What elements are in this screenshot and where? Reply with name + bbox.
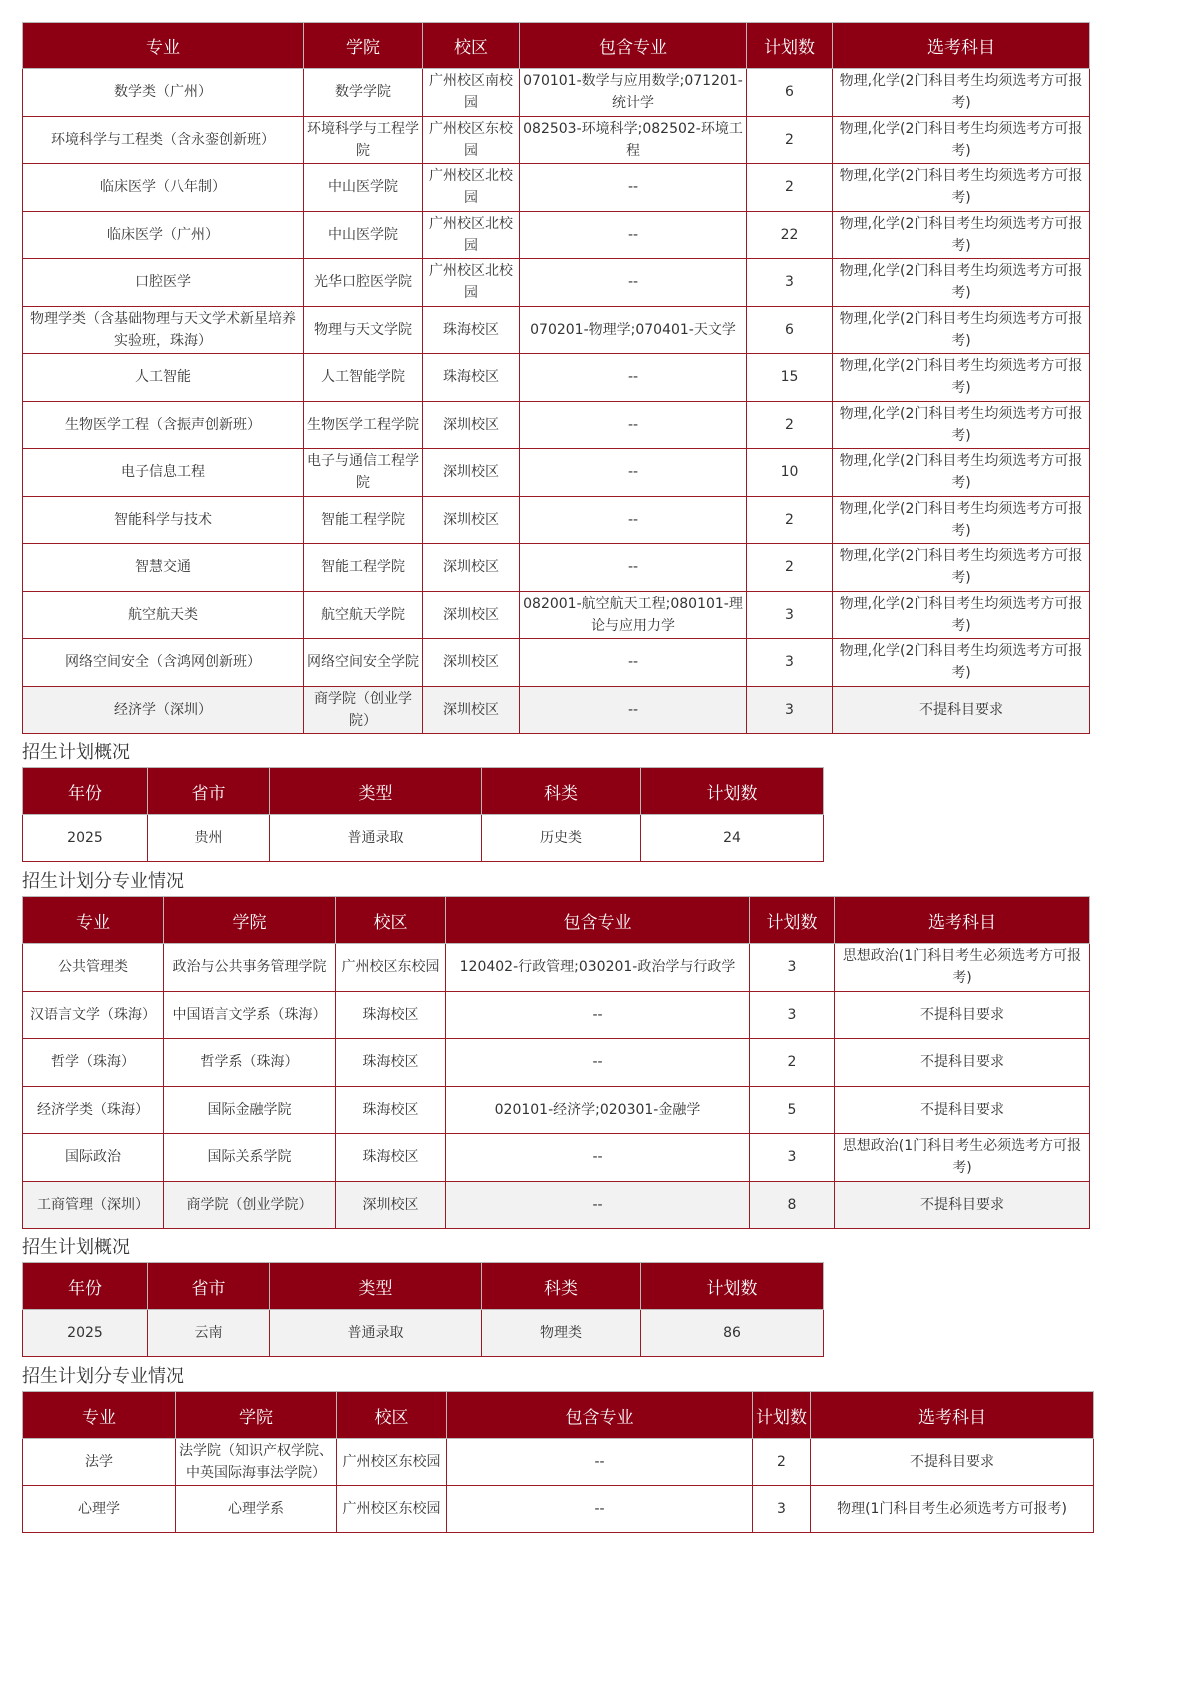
header-school: 学院 bbox=[164, 897, 336, 944]
cell-school: 智能工程学院 bbox=[304, 544, 423, 592]
cell-required-subjects: 思想政治(1门科目考生必须选考方可报考) bbox=[835, 1134, 1090, 1182]
cell-campus: 珠海校区 bbox=[423, 354, 520, 402]
cell-school: 中山医学院 bbox=[304, 164, 423, 212]
cell-major: 国际政治 bbox=[23, 1134, 164, 1182]
table-row bbox=[23, 944, 1090, 992]
cell-plan-count: 15 bbox=[747, 354, 833, 402]
cell-required-subjects: 不提科目要求 bbox=[811, 1439, 1094, 1486]
header-major: 专业 bbox=[23, 23, 304, 69]
cell-campus: 深圳校区 bbox=[423, 449, 520, 497]
cell-major: 临床医学（八年制） bbox=[23, 164, 304, 212]
cell-required-subjects: 物理,化学(2门科目考生均须选考方可报考) bbox=[833, 306, 1090, 354]
cell-campus: 广州校区东校园 bbox=[423, 116, 520, 164]
header-campus: 校区 bbox=[423, 23, 520, 69]
cell-plan-count: 3 bbox=[753, 1486, 811, 1533]
header-year: 年份 bbox=[23, 1263, 148, 1310]
section-title-plan-by-major-2: 招生计划分专业情况 bbox=[22, 1366, 184, 1387]
enrollment-table-by-major-guizhou bbox=[22, 896, 1090, 1229]
cell-campus: 广州校区东校园 bbox=[337, 1439, 447, 1486]
table-row bbox=[23, 401, 1090, 449]
cell-major: 数学类（广州） bbox=[23, 69, 304, 117]
cell-major: 哲学（珠海） bbox=[23, 1039, 164, 1087]
cell-type: 普通录取 bbox=[270, 1310, 482, 1357]
cell-plan-count: 2 bbox=[747, 544, 833, 592]
cell-included-majors: -- bbox=[447, 1486, 753, 1533]
cell-major: 汉语言文学（珠海） bbox=[23, 991, 164, 1039]
header-required-subjects: 选考科目 bbox=[835, 897, 1090, 944]
cell-plan-count: 3 bbox=[747, 259, 833, 307]
header-category: 科类 bbox=[482, 1263, 641, 1310]
table-row bbox=[23, 211, 1090, 259]
cell-school: 数学学院 bbox=[304, 69, 423, 117]
cell-required-subjects: 物理,化学(2门科目考生均须选考方可报考) bbox=[833, 591, 1090, 639]
cell-required-subjects: 物理,化学(2门科目考生均须选考方可报考) bbox=[833, 116, 1090, 164]
cell-required-subjects: 物理,化学(2门科目考生均须选考方可报考) bbox=[833, 639, 1090, 687]
cell-included-majors: 082503-环境科学;082502-环境工程 bbox=[520, 116, 747, 164]
cell-plan-count: 86 bbox=[641, 1310, 824, 1357]
cell-included-majors: -- bbox=[520, 544, 747, 592]
header-required-subjects: 选考科目 bbox=[833, 23, 1090, 69]
cell-campus: 广州校区东校园 bbox=[337, 1486, 447, 1533]
cell-year: 2025 bbox=[23, 1310, 148, 1357]
cell-campus: 珠海校区 bbox=[336, 991, 446, 1039]
cell-major: 法学 bbox=[23, 1439, 176, 1486]
header-included-majors: 包含专业 bbox=[446, 897, 750, 944]
cell-plan-count: 22 bbox=[747, 211, 833, 259]
cell-plan-count: 6 bbox=[747, 69, 833, 117]
cell-school: 中山医学院 bbox=[304, 211, 423, 259]
cell-campus: 广州校区北校园 bbox=[423, 164, 520, 212]
cell-major: 人工智能 bbox=[23, 354, 304, 402]
cell-campus: 深圳校区 bbox=[423, 639, 520, 687]
cell-school: 环境科学与工程学院 bbox=[304, 116, 423, 164]
table-row bbox=[23, 259, 1090, 307]
cell-included-majors: -- bbox=[520, 449, 747, 497]
table-row bbox=[23, 544, 1090, 592]
cell-required-subjects: 思想政治(1门科目考生必须选考方可报考) bbox=[835, 944, 1090, 992]
cell-school: 心理学系 bbox=[176, 1486, 337, 1533]
cell-plan-count: 2 bbox=[750, 1039, 835, 1087]
cell-required-subjects: 不提科目要求 bbox=[835, 1039, 1090, 1087]
cell-year: 2025 bbox=[23, 815, 148, 862]
cell-major: 经济学类（珠海） bbox=[23, 1086, 164, 1134]
cell-campus: 珠海校区 bbox=[336, 1134, 446, 1182]
cell-school: 法学院（知识产权学院、中英国际海事法学院） bbox=[176, 1439, 337, 1486]
table-row bbox=[23, 639, 1090, 687]
cell-campus: 深圳校区 bbox=[423, 591, 520, 639]
section-title-plan-overview: 招生计划概况 bbox=[22, 742, 130, 763]
table-row bbox=[23, 116, 1090, 164]
plan-overview-table-guizhou bbox=[22, 767, 824, 862]
cell-major: 公共管理类 bbox=[23, 944, 164, 992]
table-row bbox=[23, 1439, 1094, 1486]
cell-included-majors: -- bbox=[446, 991, 750, 1039]
cell-required-subjects: 物理,化学(2门科目考生均须选考方可报考) bbox=[833, 401, 1090, 449]
cell-major: 临床医学（广州） bbox=[23, 211, 304, 259]
cell-province: 云南 bbox=[148, 1310, 270, 1357]
cell-required-subjects: 物理,化学(2门科目考生均须选考方可报考) bbox=[833, 354, 1090, 402]
header-province: 省市 bbox=[148, 1263, 270, 1310]
cell-included-majors: 020101-经济学;020301-金融学 bbox=[446, 1086, 750, 1134]
cell-plan-count: 24 bbox=[641, 815, 824, 862]
cell-included-majors: -- bbox=[446, 1039, 750, 1087]
cell-plan-count: 3 bbox=[747, 639, 833, 687]
table-row bbox=[23, 164, 1090, 212]
cell-plan-count: 3 bbox=[750, 944, 835, 992]
cell-category: 历史类 bbox=[482, 815, 641, 862]
cell-major: 智能科学与技术 bbox=[23, 496, 304, 544]
cell-major: 口腔医学 bbox=[23, 259, 304, 307]
cell-plan-count: 5 bbox=[750, 1086, 835, 1134]
cell-required-subjects: 物理(1门科目考生必须选考方可报考) bbox=[811, 1486, 1094, 1533]
cell-included-majors: -- bbox=[520, 211, 747, 259]
cell-included-majors: -- bbox=[520, 496, 747, 544]
cell-campus: 珠海校区 bbox=[336, 1086, 446, 1134]
header-major: 专业 bbox=[23, 1392, 176, 1439]
section-title-plan-by-major: 招生计划分专业情况 bbox=[22, 871, 184, 892]
cell-school: 电子与通信工程学院 bbox=[304, 449, 423, 497]
cell-included-majors: -- bbox=[446, 1181, 750, 1229]
cell-included-majors: 070101-数学与应用数学;071201-统计学 bbox=[520, 69, 747, 117]
cell-included-majors: -- bbox=[520, 401, 747, 449]
cell-included-majors: -- bbox=[520, 354, 747, 402]
cell-school: 哲学系（珠海） bbox=[164, 1039, 336, 1087]
cell-campus: 深圳校区 bbox=[423, 401, 520, 449]
cell-school: 商学院（创业学院） bbox=[164, 1181, 336, 1229]
cell-school: 网络空间安全学院 bbox=[304, 639, 423, 687]
cell-province: 贵州 bbox=[148, 815, 270, 862]
table-row bbox=[23, 991, 1090, 1039]
header-campus: 校区 bbox=[337, 1392, 447, 1439]
enrollment-table-by-major-yunnan bbox=[22, 1391, 1094, 1533]
cell-major: 智慧交通 bbox=[23, 544, 304, 592]
cell-plan-count: 6 bbox=[747, 306, 833, 354]
cell-included-majors: -- bbox=[447, 1439, 753, 1486]
header-category: 科类 bbox=[482, 768, 641, 815]
cell-plan-count: 10 bbox=[747, 449, 833, 497]
cell-plan-count: 3 bbox=[750, 991, 835, 1039]
cell-required-subjects: 物理,化学(2门科目考生均须选考方可报考) bbox=[833, 496, 1090, 544]
cell-required-subjects: 不提科目要求 bbox=[833, 686, 1090, 734]
cell-plan-count: 2 bbox=[747, 496, 833, 544]
section-title-plan-overview-2: 招生计划概况 bbox=[22, 1237, 130, 1258]
table-row bbox=[23, 306, 1090, 354]
table-row bbox=[23, 1310, 824, 1357]
cell-school: 政治与公共事务管理学院 bbox=[164, 944, 336, 992]
cell-plan-count: 8 bbox=[750, 1181, 835, 1229]
cell-plan-count: 3 bbox=[747, 686, 833, 734]
header-plan-count: 计划数 bbox=[641, 768, 824, 815]
cell-required-subjects: 物理,化学(2门科目考生均须选考方可报考) bbox=[833, 544, 1090, 592]
cell-included-majors: 070201-物理学;070401-天文学 bbox=[520, 306, 747, 354]
header-plan-count: 计划数 bbox=[641, 1263, 824, 1310]
cell-major: 工商管理（深圳） bbox=[23, 1181, 164, 1229]
header-year: 年份 bbox=[23, 768, 148, 815]
table-row bbox=[23, 686, 1090, 734]
cell-campus: 广州校区东校园 bbox=[336, 944, 446, 992]
cell-major: 经济学（深圳） bbox=[23, 686, 304, 734]
cell-campus: 深圳校区 bbox=[423, 496, 520, 544]
cell-campus: 深圳校区 bbox=[423, 686, 520, 734]
header-required-subjects: 选考科目 bbox=[811, 1392, 1094, 1439]
cell-plan-count: 3 bbox=[750, 1134, 835, 1182]
cell-campus: 广州校区北校园 bbox=[423, 211, 520, 259]
cell-school: 国际关系学院 bbox=[164, 1134, 336, 1182]
cell-school: 商学院（创业学院） bbox=[304, 686, 423, 734]
header-plan-count: 计划数 bbox=[753, 1392, 811, 1439]
cell-school: 国际金融学院 bbox=[164, 1086, 336, 1134]
cell-school: 航空航天学院 bbox=[304, 591, 423, 639]
cell-included-majors: -- bbox=[520, 686, 747, 734]
cell-included-majors: 120402-行政管理;030201-政治学与行政学 bbox=[446, 944, 750, 992]
header-plan-count: 计划数 bbox=[750, 897, 835, 944]
cell-major: 生物医学工程（含振声创新班） bbox=[23, 401, 304, 449]
header-included-majors: 包含专业 bbox=[520, 23, 747, 69]
cell-campus: 珠海校区 bbox=[423, 306, 520, 354]
header-campus: 校区 bbox=[336, 897, 446, 944]
cell-school: 光华口腔医学院 bbox=[304, 259, 423, 307]
cell-included-majors: -- bbox=[520, 259, 747, 307]
cell-plan-count: 2 bbox=[747, 401, 833, 449]
cell-required-subjects: 不提科目要求 bbox=[835, 991, 1090, 1039]
enrollment-table-by-major-1 bbox=[22, 22, 1090, 734]
header-school: 学院 bbox=[304, 23, 423, 69]
header-type: 类型 bbox=[270, 768, 482, 815]
header-province: 省市 bbox=[148, 768, 270, 815]
header-plan-count: 计划数 bbox=[747, 23, 833, 69]
header-major: 专业 bbox=[23, 897, 164, 944]
cell-type: 普通录取 bbox=[270, 815, 482, 862]
table-row bbox=[23, 69, 1090, 117]
header-included-majors: 包含专业 bbox=[447, 1392, 753, 1439]
cell-required-subjects: 物理,化学(2门科目考生均须选考方可报考) bbox=[833, 69, 1090, 117]
cell-required-subjects: 物理,化学(2门科目考生均须选考方可报考) bbox=[833, 164, 1090, 212]
cell-required-subjects: 物理,化学(2门科目考生均须选考方可报考) bbox=[833, 259, 1090, 307]
table-row bbox=[23, 354, 1090, 402]
cell-plan-count: 2 bbox=[747, 116, 833, 164]
cell-major: 物理学类（含基础物理与天文学术新星培养实验班，珠海） bbox=[23, 306, 304, 354]
cell-included-majors: -- bbox=[520, 164, 747, 212]
cell-required-subjects: 物理,化学(2门科目考生均须选考方可报考) bbox=[833, 211, 1090, 259]
table-row bbox=[23, 1486, 1094, 1533]
table-row bbox=[23, 1181, 1090, 1229]
cell-campus: 深圳校区 bbox=[423, 544, 520, 592]
cell-required-subjects: 不提科目要求 bbox=[835, 1181, 1090, 1229]
cell-major: 心理学 bbox=[23, 1486, 176, 1533]
plan-overview-table-yunnan bbox=[22, 1262, 824, 1357]
table-row bbox=[23, 449, 1090, 497]
cell-required-subjects: 不提科目要求 bbox=[835, 1086, 1090, 1134]
cell-included-majors: -- bbox=[520, 639, 747, 687]
header-type: 类型 bbox=[270, 1263, 482, 1310]
cell-school: 物理与天文学院 bbox=[304, 306, 423, 354]
cell-major: 电子信息工程 bbox=[23, 449, 304, 497]
cell-required-subjects: 物理,化学(2门科目考生均须选考方可报考) bbox=[833, 449, 1090, 497]
cell-plan-count: 2 bbox=[753, 1439, 811, 1486]
cell-included-majors: -- bbox=[446, 1134, 750, 1182]
table-row bbox=[23, 1086, 1090, 1134]
cell-major: 环境科学与工程类（含永銮创新班） bbox=[23, 116, 304, 164]
header-school: 学院 bbox=[176, 1392, 337, 1439]
table-row bbox=[23, 1134, 1090, 1182]
table-row bbox=[23, 591, 1090, 639]
cell-major: 网络空间安全（含鸿网创新班） bbox=[23, 639, 304, 687]
cell-campus: 广州校区北校园 bbox=[423, 259, 520, 307]
table-row bbox=[23, 496, 1090, 544]
table-row bbox=[23, 1039, 1090, 1087]
cell-school: 中国语言文学系（珠海） bbox=[164, 991, 336, 1039]
cell-major: 航空航天类 bbox=[23, 591, 304, 639]
cell-category: 物理类 bbox=[482, 1310, 641, 1357]
cell-campus: 深圳校区 bbox=[336, 1181, 446, 1229]
cell-school: 智能工程学院 bbox=[304, 496, 423, 544]
table-row bbox=[23, 815, 824, 862]
cell-campus: 珠海校区 bbox=[336, 1039, 446, 1087]
cell-school: 人工智能学院 bbox=[304, 354, 423, 402]
cell-plan-count: 2 bbox=[747, 164, 833, 212]
cell-campus: 广州校区南校园 bbox=[423, 69, 520, 117]
cell-included-majors: 082001-航空航天工程;080101-理论与应用力学 bbox=[520, 591, 747, 639]
cell-plan-count: 3 bbox=[747, 591, 833, 639]
cell-school: 生物医学工程学院 bbox=[304, 401, 423, 449]
